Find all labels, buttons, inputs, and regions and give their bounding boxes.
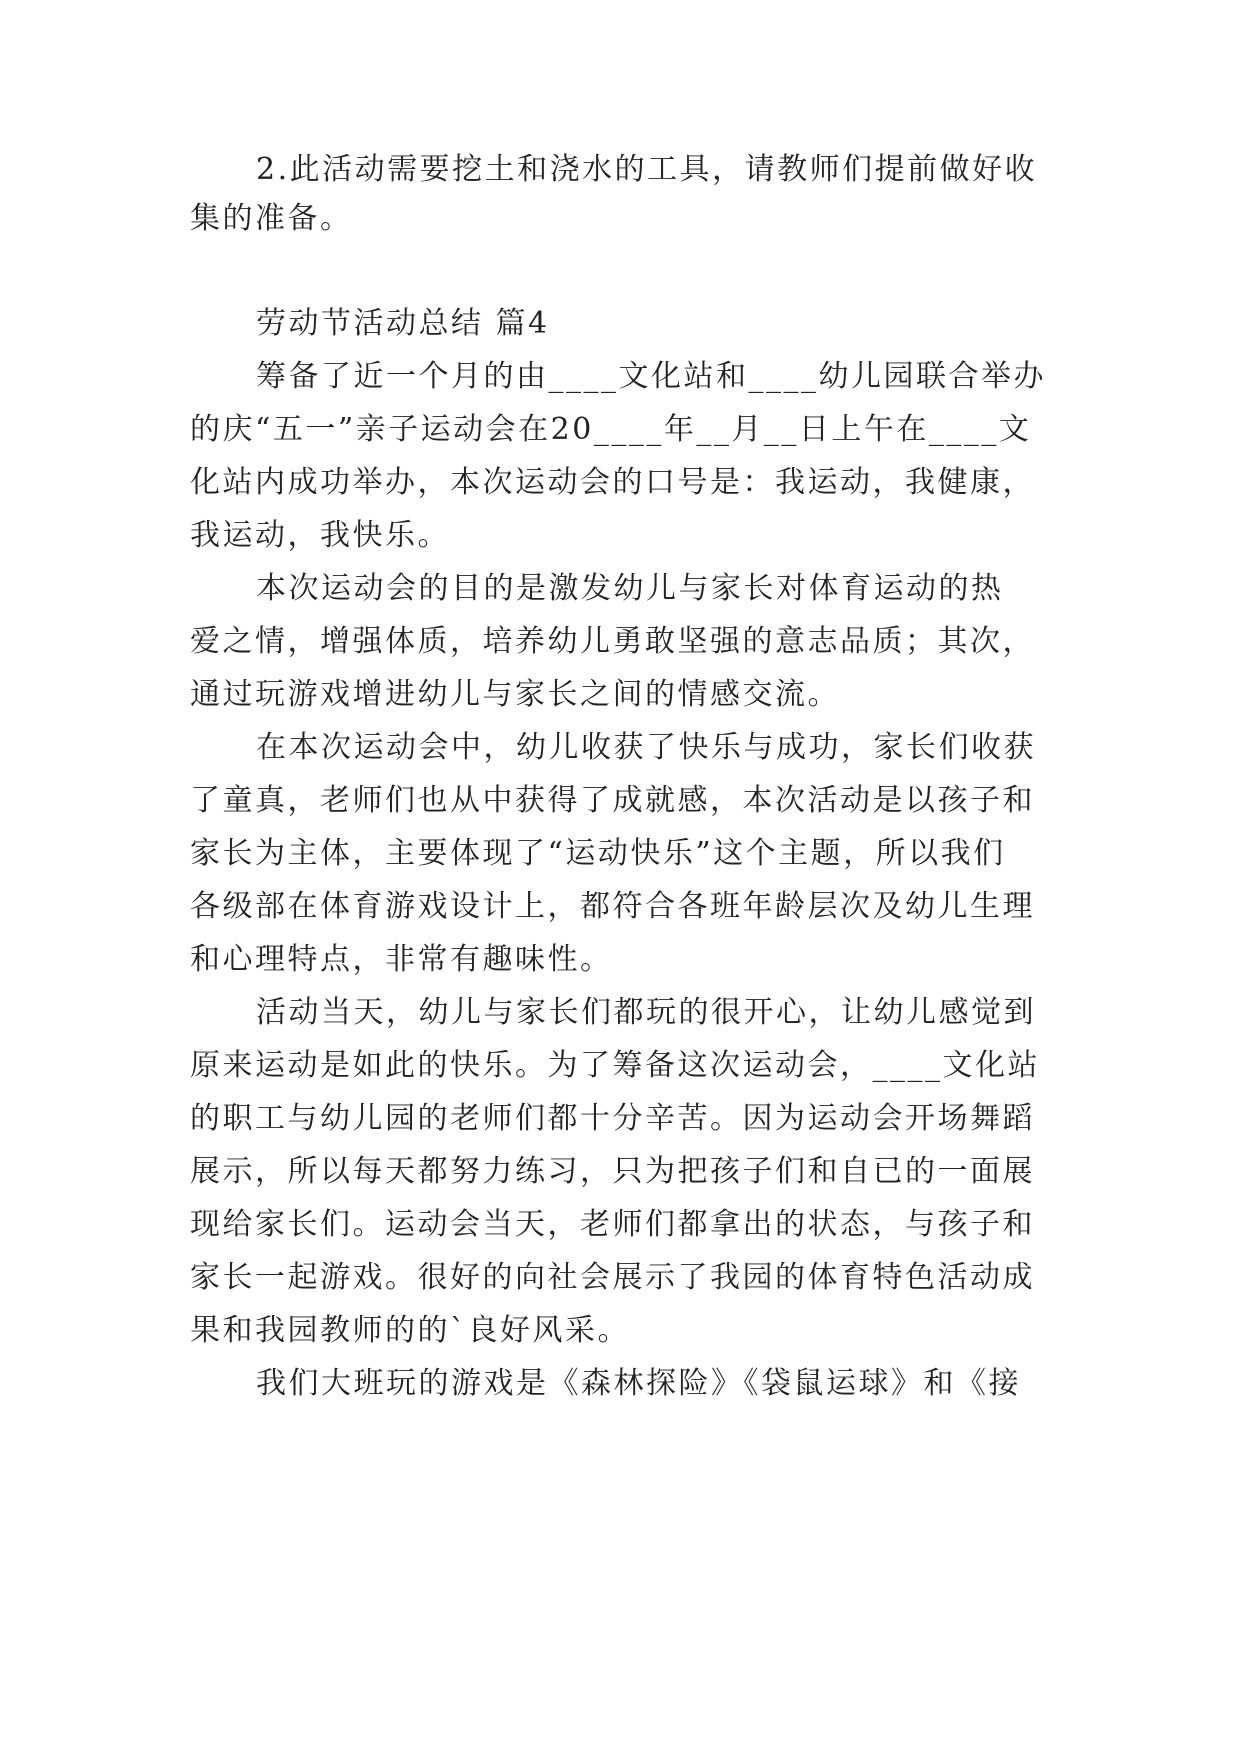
paragraph-line: 各级部在体育游戏设计上，都符合各班年龄层次及幼儿生理: [190, 889, 1035, 924]
paragraph-line: 化站内成功举办，本次运动会的口号是：我运动，我健康，: [190, 465, 1035, 500]
paragraph-line: 的职工与幼儿园的老师们都十分辛苦。因为运动会开场舞蹈: [190, 1101, 1035, 1136]
paragraph-line: 现给家长们。运动会当天，老师们都拿出的状态，与孩子和: [190, 1207, 1035, 1242]
paragraph-line: 原来运动是如此的快乐。为了筹备这次运动会，____文化站: [190, 1048, 1040, 1083]
section-heading: 劳动节活动总结 篇4: [256, 306, 550, 341]
paragraph-line: 展示，所以每天都努力练习，只为把孩子们和自已的一面展: [190, 1154, 1035, 1189]
paragraph-line: 通过玩游戏增进幼儿与家长之间的情感交流。: [190, 677, 840, 712]
paragraph-line: 集的准备。: [190, 201, 353, 236]
paragraph-line: 2.此活动需要挖土和浇水的工具，请教师们提前做好收: [256, 152, 1038, 187]
paragraph-line: 在本次运动会中，幼儿收获了快乐与成功，家长们收获: [256, 730, 1036, 765]
paragraph-line: 和心理特点，非常有趣味性。: [190, 942, 613, 977]
paragraph-line: 的庆“五一”亲子运动会在20____年__月__日上午在____文: [190, 412, 1032, 447]
paragraph-line: 筹备了近一个月的由____文化站和____幼儿园联合举办: [256, 359, 1046, 394]
paragraph-line: 了童真，老师们也从中获得了成就感，本次活动是以孩子和: [190, 783, 1035, 818]
paragraph-line: 爱之情，增强体质，培养幼儿勇敢坚强的意志品质；其次，: [190, 624, 1035, 659]
paragraph-line: 果和我园教师的的`良好风采。: [190, 1313, 630, 1348]
paragraph-line: 我运动，我快乐。: [190, 518, 450, 553]
paragraph-line: 我们大班玩的游戏是《森林探险》《袋鼠运球》和《接: [256, 1366, 1021, 1401]
paragraph-line: 本次运动会的目的是激发幼儿与家长对体育运动的热: [256, 571, 1004, 606]
paragraph-line: 家长一起游戏。很好的向社会展示了我园的体育特色活动成: [190, 1260, 1035, 1295]
paragraph-line: 活动当天，幼儿与家长们都玩的很开心，让幼儿感觉到: [256, 995, 1036, 1030]
paragraph-line: 家长为主体，主要体现了“运动快乐”这个主题，所以我们: [190, 836, 1006, 871]
